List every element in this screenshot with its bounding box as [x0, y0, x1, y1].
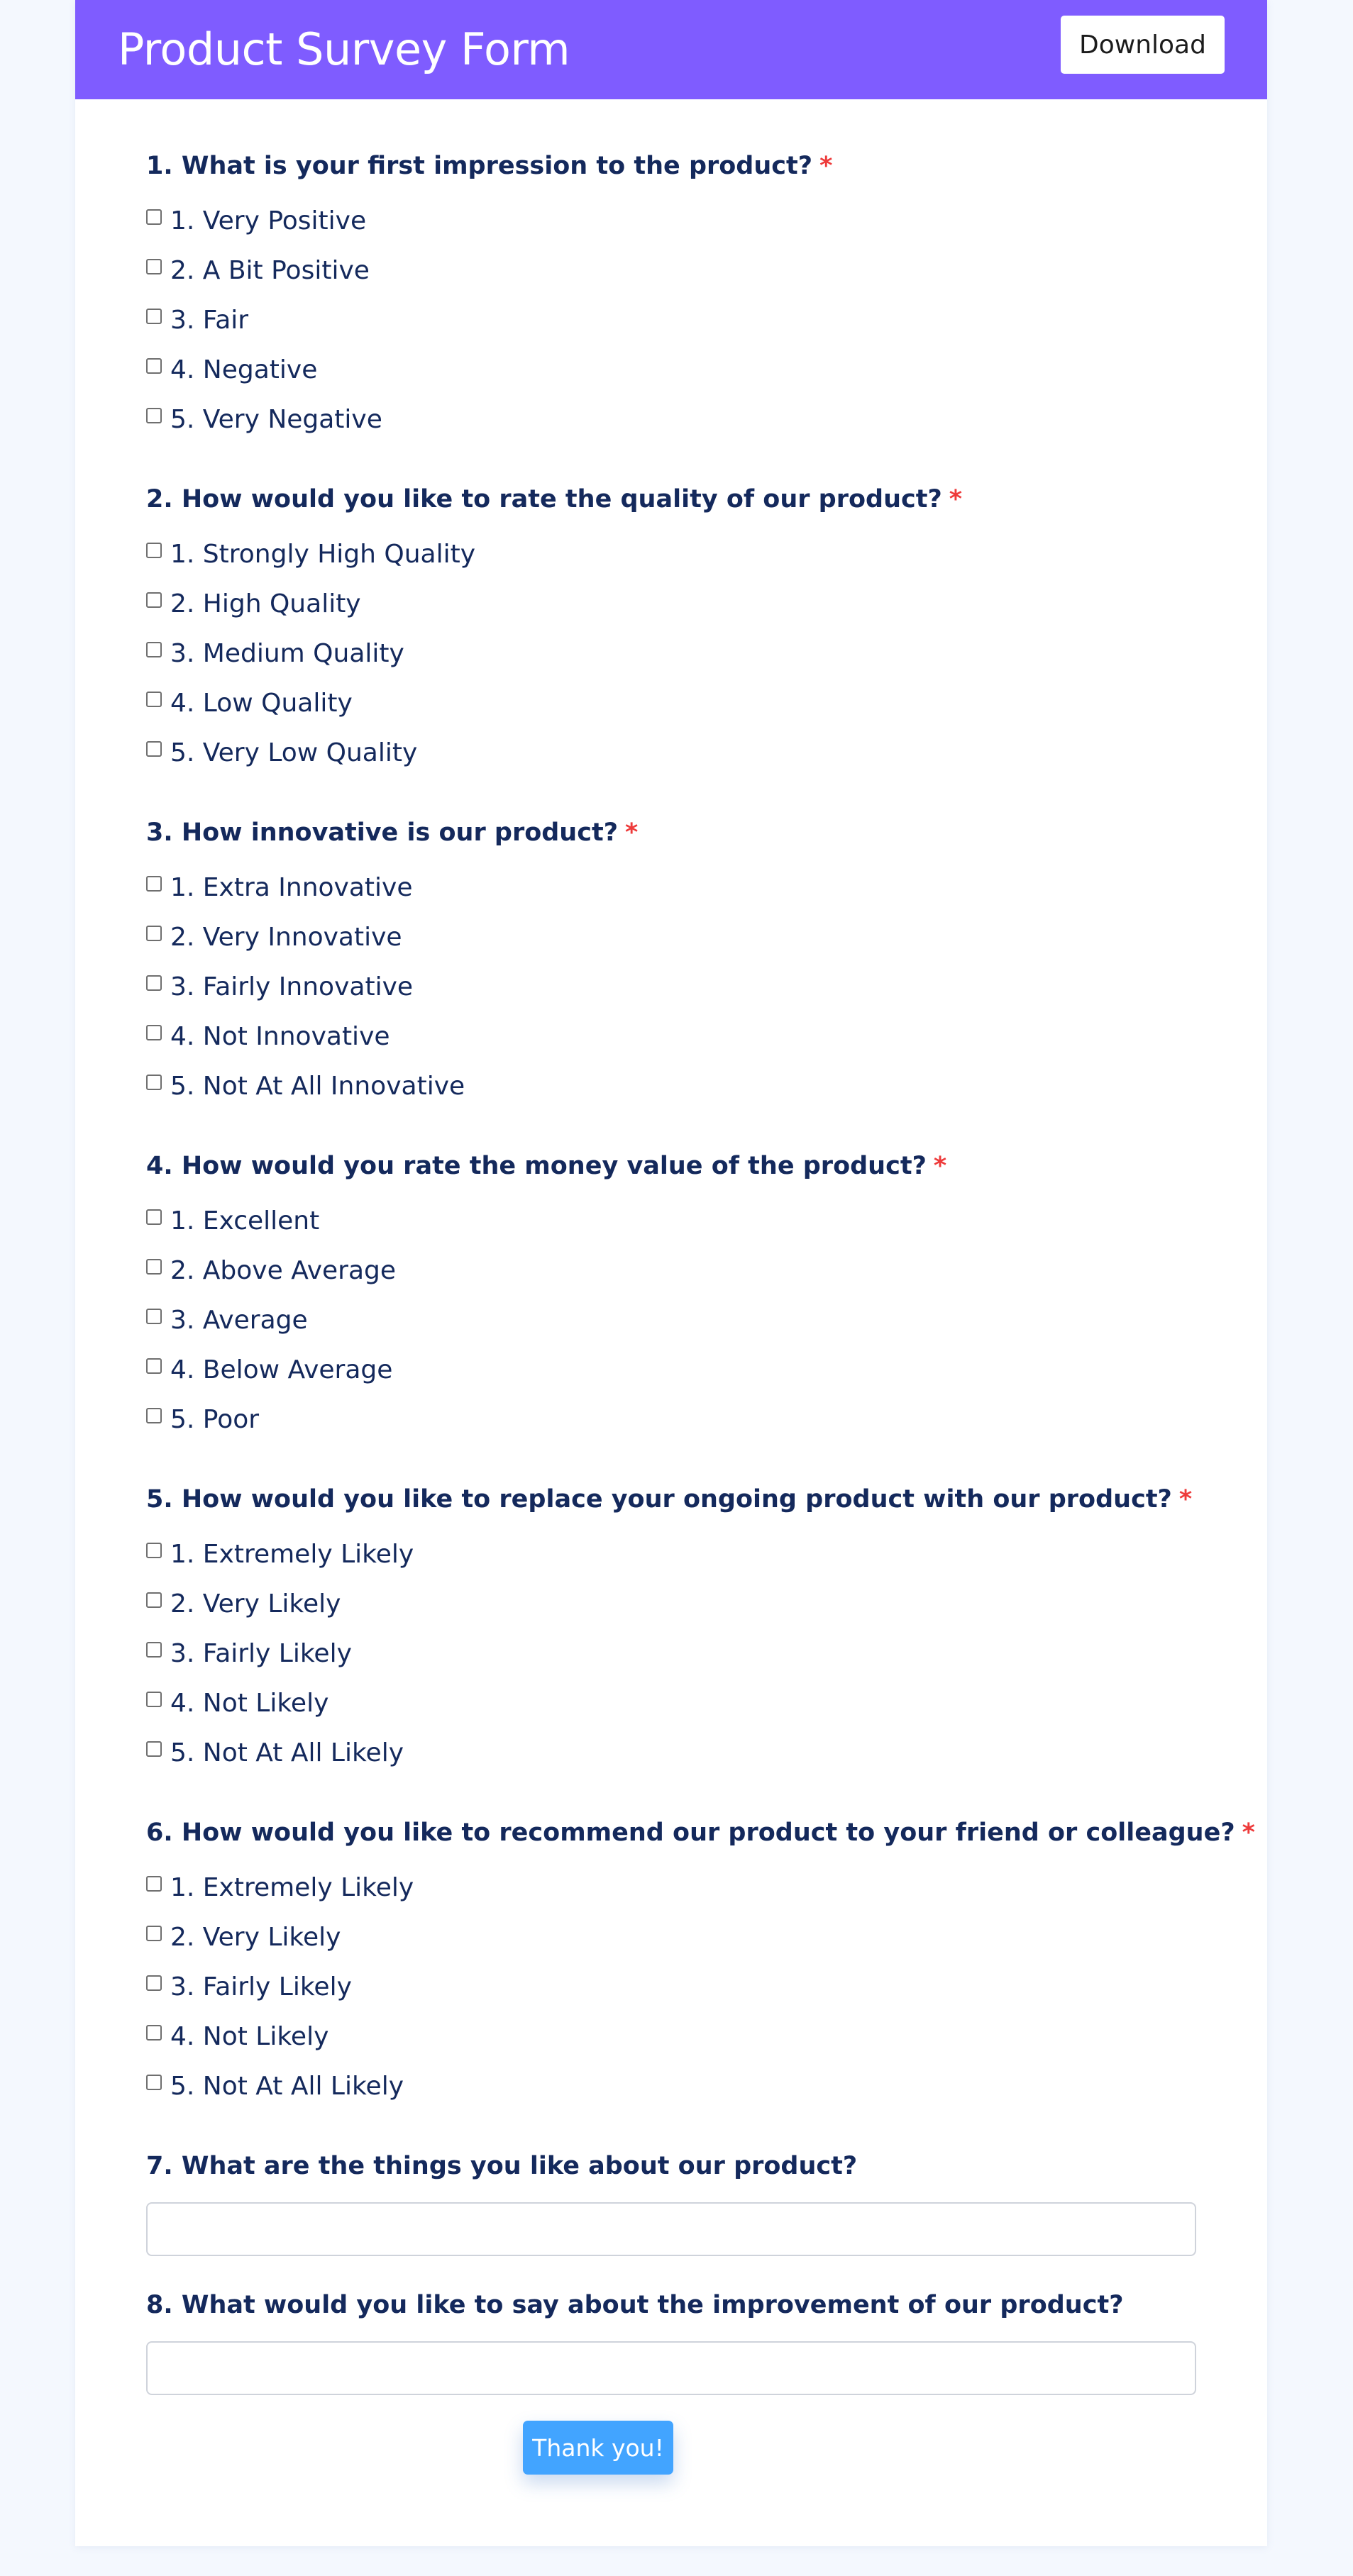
option-label: 5. Very Negative [170, 405, 382, 434]
question-title: 2. How would you like to rate the quality of our product? * [146, 485, 963, 513]
option-item[interactable] [146, 205, 1196, 255]
question-title: 1. What is your first impression to the product? * [146, 152, 833, 180]
option-item[interactable] [146, 737, 1196, 787]
checkbox[interactable] [146, 1741, 162, 1757]
checkbox[interactable] [146, 543, 162, 558]
option-item[interactable] [146, 1687, 1196, 1737]
improvement-input[interactable] [146, 2341, 1196, 2395]
option-item[interactable] [146, 638, 1196, 687]
survey-card [75, 0, 1267, 2546]
option-item[interactable] [146, 971, 1196, 1021]
option-item[interactable] [146, 1971, 1196, 2021]
option-item[interactable] [146, 1404, 1196, 1453]
option-item[interactable] [146, 1872, 1196, 1921]
option-list [146, 538, 1196, 787]
option-item[interactable] [146, 255, 1196, 304]
option-label: 1. Excellent [170, 1206, 320, 1236]
download-button[interactable]: Download [1061, 16, 1225, 74]
option-label: 3. Medium Quality [170, 639, 404, 668]
required-mark: * [625, 818, 639, 847]
checkbox[interactable] [146, 1876, 162, 1892]
checkbox[interactable] [146, 926, 162, 941]
question-6 [146, 1816, 1255, 2120]
option-item[interactable] [146, 304, 1196, 354]
likes-input[interactable] [146, 2202, 1196, 2256]
checkbox[interactable] [146, 1543, 162, 1558]
option-label: 1. Extremely Likely [170, 1540, 414, 1569]
checkbox[interactable] [146, 1025, 162, 1040]
question-title: 3. How innovative is our product? * [146, 818, 639, 847]
option-item[interactable] [146, 538, 1196, 588]
required-mark: * [949, 485, 963, 513]
option-label: 4. Low Quality [170, 689, 353, 718]
option-label: 1. Strongly High Quality [170, 540, 476, 569]
checkbox[interactable] [146, 1075, 162, 1090]
option-label: 5. Very Low Quality [170, 738, 418, 767]
option-item[interactable] [146, 354, 1196, 404]
question-5 [146, 1483, 1196, 1787]
checkbox[interactable] [146, 1358, 162, 1374]
option-label: 1. Extremely Likely [170, 1873, 414, 1902]
checkbox[interactable] [146, 642, 162, 657]
checkbox[interactable] [146, 358, 162, 374]
question-title: 4. How would you rate the money value of the product? * [146, 1152, 947, 1180]
checkbox[interactable] [146, 592, 162, 608]
checkbox[interactable] [146, 209, 162, 225]
option-item[interactable] [146, 1205, 1196, 1255]
submit-button[interactable]: Thank you! [523, 2421, 673, 2475]
checkbox[interactable] [146, 259, 162, 274]
option-label: 3. Fairly Likely [170, 1972, 352, 2002]
option-item[interactable] [146, 1538, 1196, 1588]
option-label: 4. Negative [170, 355, 318, 384]
option-item[interactable] [146, 404, 1196, 453]
option-label: 4. Not Likely [170, 1689, 329, 1718]
checkbox[interactable] [146, 1408, 162, 1423]
required-mark: * [1178, 1485, 1193, 1514]
option-item[interactable] [146, 1588, 1196, 1638]
question-2 [146, 483, 1196, 787]
option-label: 5. Not At All Innovative [170, 1072, 465, 1101]
option-label: 4. Not Likely [170, 2022, 329, 2051]
question-title: 8. What would you like to say about the improvement of our product? [146, 2291, 1124, 2319]
option-item[interactable] [146, 1638, 1196, 1687]
option-list [146, 1205, 1196, 1453]
question-title: 6. How would you like to recommend our product to your friend or colleague? * [146, 1819, 1255, 1847]
option-label: 1. Very Positive [170, 206, 367, 235]
option-list [146, 205, 1196, 453]
option-item[interactable] [146, 921, 1196, 971]
option-label: 1. Extra Innovative [170, 873, 413, 902]
question-7 [146, 2150, 1196, 2256]
option-list [146, 1872, 1196, 2120]
option-item[interactable] [146, 1921, 1196, 1971]
question-title: 7. What are the things you like about our product? [146, 2152, 858, 2180]
checkbox[interactable] [146, 975, 162, 991]
checkbox[interactable] [146, 1592, 162, 1608]
option-item[interactable] [146, 1021, 1196, 1070]
option-label: 3. Average [170, 1306, 308, 1335]
option-label: 5. Not At All Likely [170, 1738, 404, 1767]
question-title: 5. How would you like to replace your ongoing product with our product? * [146, 1485, 1193, 1514]
form-header [75, 0, 1267, 99]
option-item[interactable] [146, 1354, 1196, 1404]
option-item[interactable] [146, 2021, 1196, 2070]
option-label: 2. High Quality [170, 589, 361, 618]
option-label: 3. Fair [170, 306, 249, 335]
checkbox[interactable] [146, 408, 162, 423]
option-label: 5. Not At All Likely [170, 2072, 404, 2101]
checkbox[interactable] [146, 1926, 162, 1941]
required-mark: * [1242, 1819, 1255, 1847]
checkbox[interactable] [146, 1259, 162, 1275]
option-label: 2. Very Likely [170, 1923, 341, 1952]
checkbox[interactable] [146, 741, 162, 757]
option-label: 4. Not Innovative [170, 1022, 390, 1051]
option-label: 2. Very Likely [170, 1589, 341, 1619]
required-mark: * [819, 152, 833, 180]
checkbox[interactable] [146, 309, 162, 324]
option-item[interactable] [146, 872, 1196, 921]
option-item[interactable] [146, 2070, 1196, 2120]
option-list [146, 1538, 1196, 1787]
required-mark: * [933, 1152, 947, 1180]
option-item[interactable] [146, 1255, 1196, 1304]
option-label: 4. Below Average [170, 1355, 393, 1384]
option-label: 3. Fairly Likely [170, 1639, 352, 1668]
checkbox[interactable] [146, 1692, 162, 1707]
checkbox[interactable] [146, 1309, 162, 1324]
question-8 [146, 2289, 1196, 2395]
option-label: 2. Above Average [170, 1256, 397, 1285]
question-3 [146, 816, 1196, 1120]
option-list [146, 872, 1196, 1120]
question-1 [146, 150, 1196, 453]
option-item[interactable] [146, 1304, 1196, 1354]
checkbox[interactable] [146, 1975, 162, 1991]
checkbox[interactable] [146, 2075, 162, 2090]
page-title: Product Survey Form [118, 23, 570, 75]
option-label: 5. Poor [170, 1405, 260, 1434]
option-item[interactable] [146, 588, 1196, 638]
option-item[interactable] [146, 1070, 1196, 1120]
option-label: 2. Very Innovative [170, 923, 402, 952]
option-item[interactable] [146, 1737, 1196, 1787]
checkbox[interactable] [146, 876, 162, 892]
question-4 [146, 1150, 1196, 1453]
checkbox[interactable] [146, 1209, 162, 1225]
checkbox[interactable] [146, 2025, 162, 2041]
option-label: 3. Fairly Innovative [170, 972, 414, 1001]
option-item[interactable] [146, 687, 1196, 737]
checkbox[interactable] [146, 1642, 162, 1658]
checkbox[interactable] [146, 692, 162, 707]
option-label: 2. A Bit Positive [170, 256, 370, 285]
